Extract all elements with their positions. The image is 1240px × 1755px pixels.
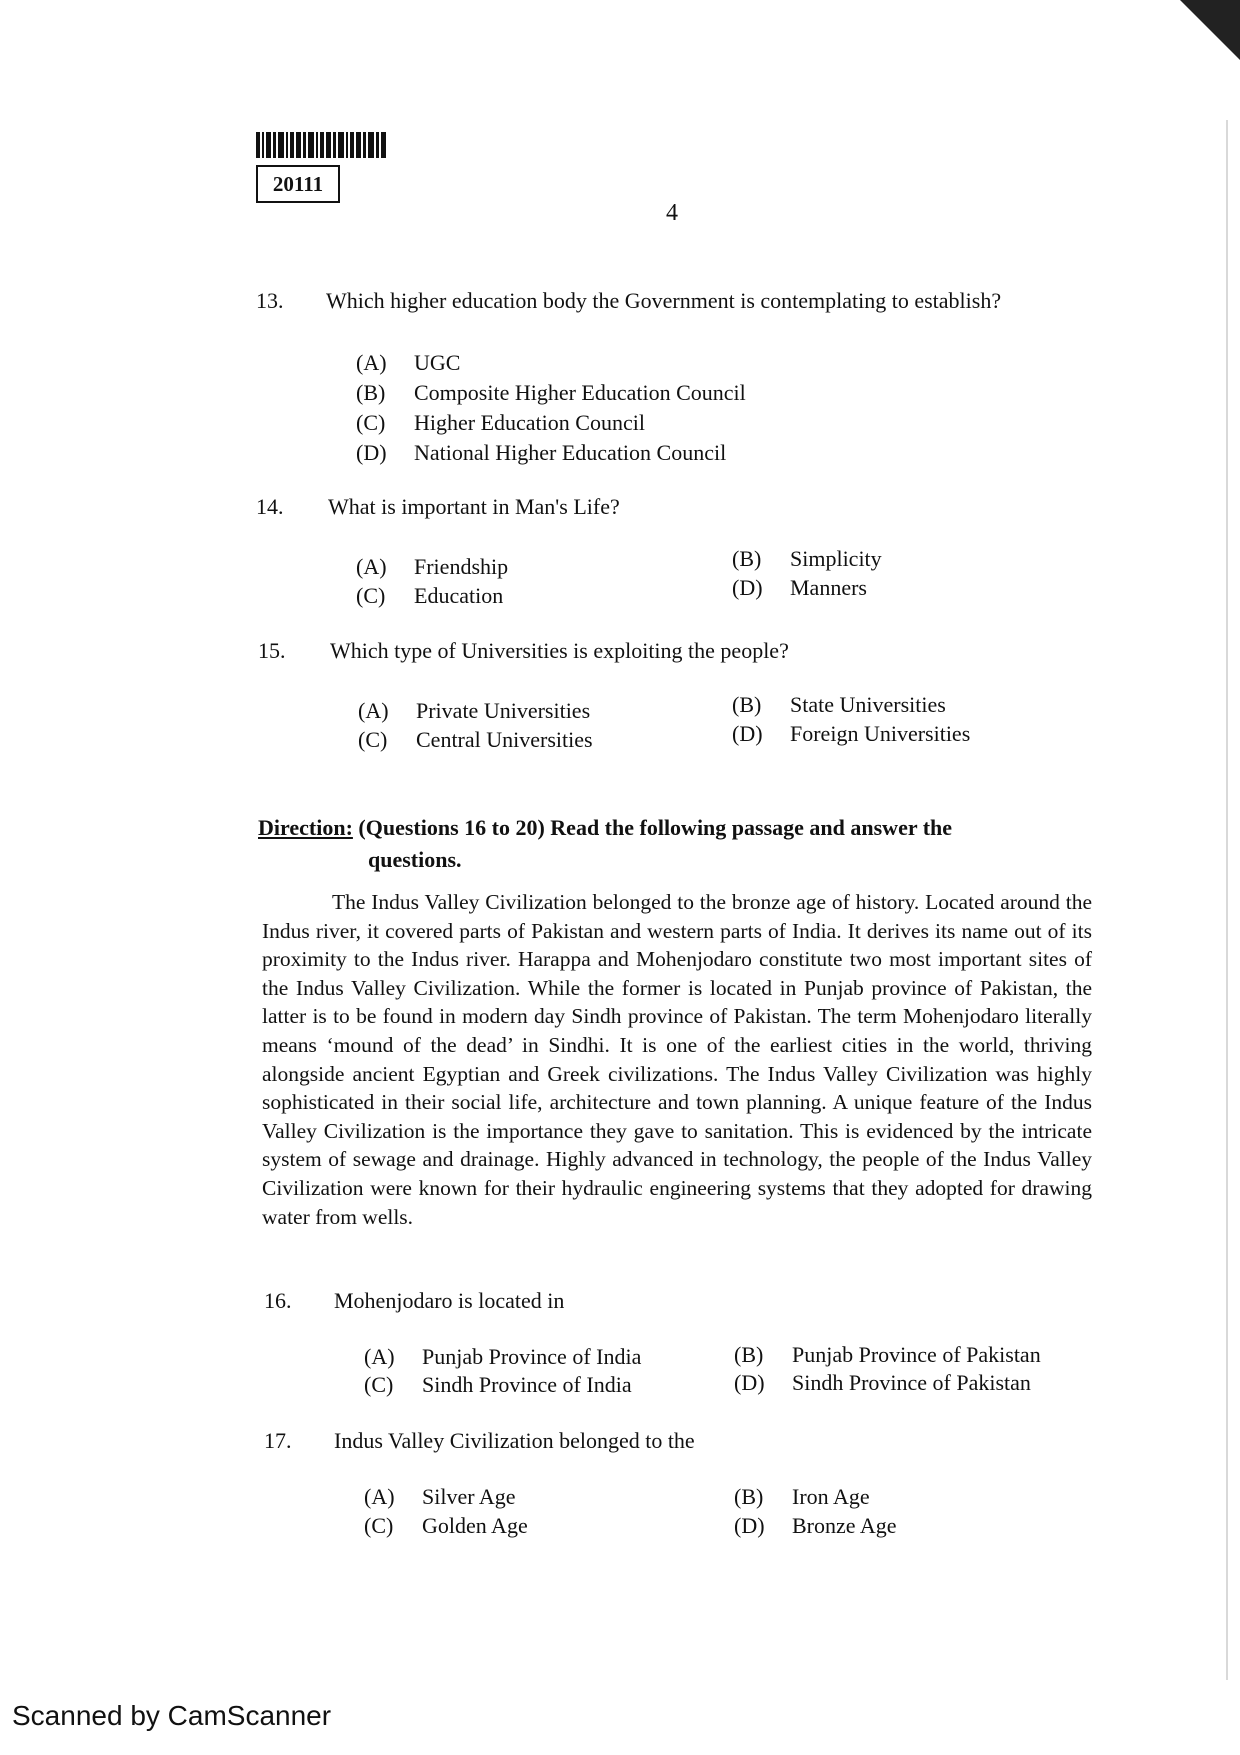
barcode (256, 132, 388, 158)
direction-text-continued: questions. (368, 847, 462, 872)
option-text: Bronze Age (792, 1513, 897, 1538)
option (364, 1513, 528, 1539)
question-text: What is important in Man's Life? (328, 494, 620, 519)
option-label: (A) (364, 1344, 395, 1369)
option-text: Golden Age (422, 1513, 528, 1538)
direction-heading: Direction: (258, 815, 353, 840)
option (356, 350, 460, 376)
option-text: Punjab Province of Pakistan (792, 1342, 1041, 1367)
option (364, 1372, 632, 1398)
reading-passage: The Indus Valley Civilization belonged to the bronze age of history. Located around the Indus river, it covered parts of Pakistan and western parts of India. It derives its name out of its proximity to the Indus river. Harappa and Mohenjodaro constitute two most important sites of the Indus Valley Civilization. While the former is located in Punjab province of Pakistan, the latter is to be found in modern day Sindh province of Pakistan. The term Mohenjodaro literally means ‘mound of the dead’ in Sindhi. It is one of the earliest cities in the world, thriving alongside ancient Egyptian and Greek civilizations. The Indus Valley Civilization was highly sophisticated in their social life, architecture and town planning. A unique feature of the Indus Valley Civilization is the importance they gave to sanitation. This is evidenced by the intricate system of sewage and drainage. Highly advanced in technology, the people of the Indus Valley Civilization were known for their hydraulic engineering systems that they adopted for drawing water from wells. (262, 890, 1092, 1229)
option-text: Foreign Universities (790, 721, 971, 746)
option-label: (A) (356, 350, 387, 375)
option (358, 698, 590, 724)
option-label: (C) (356, 410, 386, 435)
question-number: 15. (258, 638, 286, 663)
question-text: Which type of Universities is exploiting the people? (330, 638, 789, 663)
option-label: (B) (732, 546, 762, 571)
option (356, 583, 503, 609)
option (734, 1370, 1031, 1396)
option-text: Sindh Province of India (422, 1372, 632, 1397)
option-label: (B) (732, 692, 762, 717)
option (734, 1342, 1041, 1368)
option-text: Iron Age (792, 1484, 870, 1509)
question-number: 14. (256, 494, 284, 519)
page-edge (1226, 120, 1228, 1680)
option-text: Composite Higher Education Council (414, 380, 746, 405)
option (732, 692, 946, 718)
option (732, 546, 882, 572)
option-text: Private Universities (416, 698, 591, 723)
option-label: (D) (734, 1370, 765, 1395)
option-label: (B) (734, 1484, 764, 1509)
option-label: (C) (364, 1372, 394, 1397)
option-text: Punjab Province of India (422, 1344, 642, 1369)
question-number: 16. (264, 1288, 292, 1313)
paper-code: 20111 (256, 165, 340, 203)
option-text: State Universities (790, 692, 946, 717)
option-text: Friendship (414, 554, 509, 579)
question-number: 13. (256, 288, 284, 313)
option (732, 721, 970, 747)
option (364, 1344, 641, 1370)
option-text: Central Universities (416, 727, 593, 752)
direction-block (258, 812, 1038, 876)
option (356, 380, 746, 406)
option-label: (D) (356, 440, 387, 465)
page-number: 4 (666, 200, 678, 226)
option-label: (D) (732, 575, 763, 600)
option-text: National Higher Education Council (414, 440, 727, 465)
option (358, 727, 593, 753)
option-text: Education (414, 583, 504, 608)
option-label: (C) (358, 727, 388, 752)
option-label: (A) (364, 1484, 395, 1509)
option-label: (B) (356, 380, 386, 405)
question-text: Which higher education body the Government is contemplating to establish? (326, 288, 1002, 313)
option-label: (C) (364, 1513, 394, 1538)
option-text: Higher Education Council (414, 410, 645, 435)
option-text: Silver Age (422, 1484, 516, 1509)
option-text: UGC (414, 350, 461, 375)
scanner-watermark: Scanned by CamScanner (12, 1700, 332, 1731)
option (356, 440, 726, 466)
option (732, 575, 867, 601)
direction-text: (Questions 16 to 20) Read the following passage and answer the (358, 815, 953, 840)
option-label: (A) (356, 554, 387, 579)
option-label: (D) (734, 1513, 765, 1538)
option-label: (C) (356, 583, 386, 608)
option (734, 1513, 896, 1539)
option (364, 1484, 516, 1510)
option-text: Sindh Province of Pakistan (792, 1370, 1031, 1395)
option-text: Simplicity (790, 546, 882, 571)
option-label: (D) (732, 721, 763, 746)
question-number: 17. (264, 1428, 292, 1453)
question-text: Mohenjodaro is located in (334, 1288, 565, 1313)
option-label: (B) (734, 1342, 764, 1367)
option-text: Manners (790, 575, 867, 600)
question-text: Indus Valley Civilization belonged to the (334, 1428, 695, 1453)
option-label: (A) (358, 698, 389, 723)
option (356, 410, 645, 436)
option (356, 554, 508, 580)
option (734, 1484, 870, 1510)
page-corner (1180, 0, 1240, 60)
